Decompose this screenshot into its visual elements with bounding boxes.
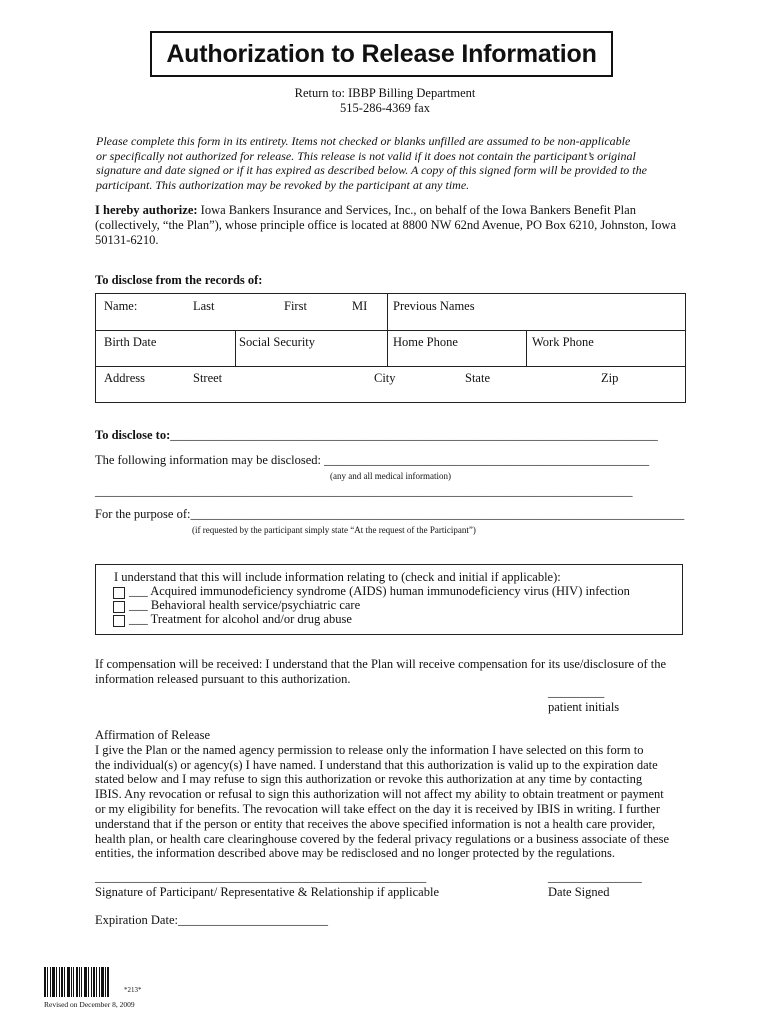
purpose-note: (if requested by the participant simply state “At the request of the Participant”) [192,525,476,535]
affirmation-line: IBIS. Any revocation or refusal to sign this authorization will not affect my ability to obtain treatment or payment [95,787,664,802]
expiration-label: Expiration Date: [95,913,178,927]
zip-field[interactable]: Zip [601,371,619,385]
intro-line: signature and date signed or if it has expired as described below. A copy of this signed form will be provided to the [96,163,647,178]
social-security-field[interactable]: Social Security [239,335,316,349]
purpose-line[interactable]: _______________________________________________________________________________ [190,507,685,521]
name-label: Name: [104,299,138,313]
home-phone-field[interactable]: Home Phone [393,335,458,349]
barcode-code: *213* [124,986,142,994]
behavioral-health-label: Behavioral health service/psychiatric care [150,598,361,612]
alcohol-drug-checkbox[interactable] [113,615,125,627]
signature-label: Signature of Participant/ Representative & Relationship if applicable [95,885,440,899]
fax-number: 515-286-4369 fax [340,101,430,115]
alcohol-drug-item [129,612,352,627]
disclose-to-line[interactable]: ______________________________________________________________________________ [170,428,658,442]
birth-date-field[interactable]: Birth Date [104,335,157,349]
initial-blank[interactable]: ___ [129,584,148,598]
records-heading: To disclose from the records of: [95,273,263,287]
affirmation-line: health plan, or health care clearinghouse covered by the federal privacy regulations or a business associate of these [95,831,670,846]
authorize-paragraph [95,203,695,247]
affirmation-line: I give the Plan or the named agency permission to release only the information I have selected on this form to [95,742,644,757]
last-name-field[interactable]: Last [193,299,215,313]
affirmation-line: entities, the information described above may be redisclosed and no longer protected by the regulations. [95,846,615,861]
date-signed-label: Date Signed [548,885,610,899]
street-field[interactable]: Street [193,371,223,385]
patient-initials-line[interactable]: _________ [548,685,605,699]
date-signed-line[interactable]: _______________ [548,870,642,884]
previous-names-field[interactable]: Previous Names [393,299,475,313]
affirmation-line: or my eligibility for benefits. The revocation will take effect on the day it is received by IBIS in writing. I further [95,801,661,816]
records-grid [95,293,686,403]
affirmation-section [95,728,695,861]
signature-line[interactable]: _____________________________________________________ [95,870,427,884]
behavioral-health-checkbox[interactable] [113,601,125,613]
initial-blank[interactable]: ___ [129,612,148,626]
intro-paragraph [96,134,686,192]
return-to-text: Return to: IBBP Billing Department [294,86,476,100]
revised-date: Revised on December 8, 2009 [44,1000,135,1009]
info-disclosed-label: The following information may be disclosed: [95,453,321,467]
extra-info-line[interactable]: ______________________________________________________________________________________ [95,484,633,498]
address-label: Address [104,371,145,385]
affirmation-line: the individual(s) or agency(s) I have named. I understand that this authorization is valid up to the expiration date [95,757,658,772]
work-phone-field[interactable]: Work Phone [532,335,594,349]
compensation-line-1: If compensation will be received: I understand that the Plan will receive compensation for its use/disclosure of the [95,657,667,671]
info-disclosed-note: (any and all medical information) [330,471,451,481]
first-name-field[interactable]: First [284,299,307,313]
barcode-image [44,967,120,997]
authorize-lead: I hereby authorize: [95,203,201,217]
state-field[interactable]: State [465,371,490,385]
affirmation-line: understand that if the person or entity that receives the above specified information is not a health care provider, [95,816,656,831]
purpose-label: For the purpose of: [95,507,191,521]
compensation-paragraph [95,657,695,687]
aids-hiv-label: Acquired immunodeficiency syndrome (AIDS) human immunodeficiency virus (HIV) infection [150,584,630,598]
aids-hiv-item [129,584,630,599]
intro-line: Please complete this form in its entirety. Items not checked or blanks unfilled are assumed to be non-applicable [96,134,631,148]
intro-line: participant. This authorization may be revoked by the participant at any time. [96,177,470,192]
patient-initials-label: patient initials [548,700,620,714]
initial-blank[interactable]: ___ [129,598,148,612]
behavioral-health-item [129,598,360,613]
disclose-to-row[interactable] [95,428,658,443]
expiration-line[interactable]: ________________________ [177,913,328,927]
info-disclosed-line[interactable]: ____________________________________________________ [324,453,650,467]
affirmation-heading: Affirmation of Release [95,728,211,742]
intro-line: or specifically not authorized for release. This release is not valid if it does not contain the participant’s original [96,148,636,163]
expiration-row[interactable] [95,913,328,928]
alcohol-drug-label: Treatment for alcohol and/or drug abuse [150,612,352,626]
form-title: Authorization to Release Information [150,31,613,77]
city-field[interactable]: City [374,371,396,385]
sensitive-info-checklist [95,564,683,635]
affirmation-line: stated below and I may refuse to sign this authorization or revoke this authorization at any time by contacting [95,772,643,787]
aids-hiv-checkbox[interactable] [113,587,125,599]
compensation-line-2: information released pursuant to this authorization. [95,671,351,686]
checklist-intro: I understand that this will include information relating to (check and initial if applicable): [114,570,561,584]
purpose-row[interactable] [95,507,684,522]
authorize-line-3: 50131-6210. [95,232,159,247]
authorize-line-2: (collectively, “the Plan”), whose principle office is located at 8800 NW 62nd Avenue, PO Box 6210, Johnston, Iowa [95,217,677,232]
info-disclosed-row[interactable] [95,453,649,468]
disclose-to-label: To disclose to: [95,428,171,442]
middle-initial-field[interactable]: MI [352,299,368,313]
authorize-line-1: Iowa Bankers Insurance and Services, Inc., on behalf of the Iowa Bankers Benefit Plan [200,203,636,217]
